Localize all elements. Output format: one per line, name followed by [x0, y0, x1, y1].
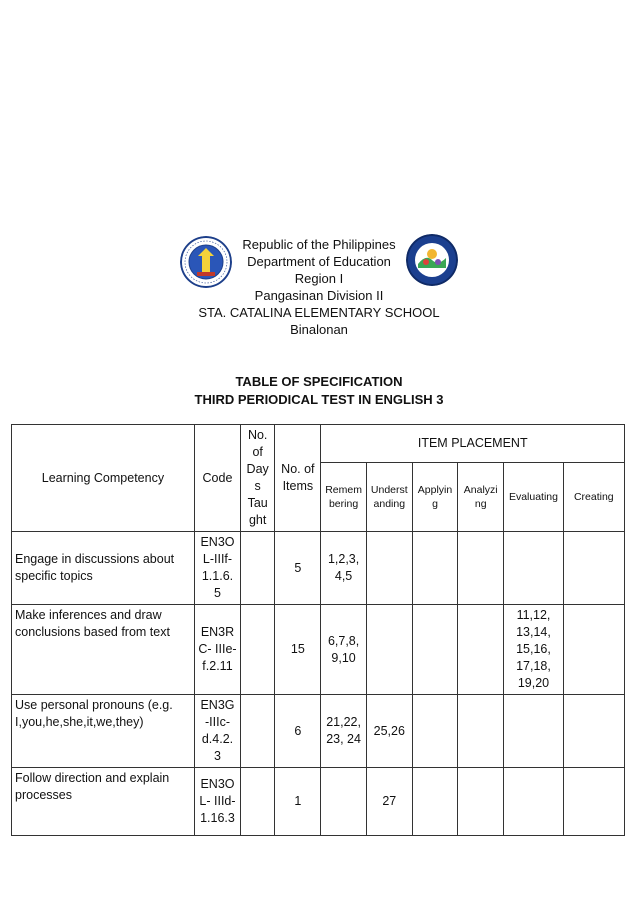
- row-code: EN3G -IIIc- d.4.2. 3: [194, 695, 240, 768]
- row-creating: [563, 695, 624, 768]
- header-understanding: Underst anding: [366, 462, 412, 531]
- row-days: [241, 695, 275, 768]
- row-remembering: 6,7,8, 9,10: [321, 605, 366, 695]
- header-line-school: STA. CATALINA ELEMENTARY SCHOOL: [198, 305, 440, 320]
- row-analyzing: [458, 695, 504, 768]
- row-understanding: [366, 605, 412, 695]
- specification-table: [11, 424, 625, 836]
- row-competency: Engage in discussions about specific topics: [12, 532, 195, 605]
- row-evaluating: [504, 768, 563, 836]
- row-creating: [563, 532, 624, 605]
- row-remembering: [321, 768, 366, 836]
- row-competency: Use personal pronouns (e.g. I,you,he,she,it,we,they): [12, 695, 195, 768]
- row-analyzing: [458, 532, 504, 605]
- row-applying: [412, 605, 457, 695]
- table-row: [12, 768, 625, 836]
- row-items: 6: [275, 695, 321, 768]
- row-creating: [563, 768, 624, 836]
- row-evaluating: [504, 532, 563, 605]
- row-code: EN3R C- IIIe- f.2.11: [194, 605, 240, 695]
- row-evaluating: [504, 695, 563, 768]
- table-row: [12, 695, 625, 768]
- document-title: [0, 373, 638, 409]
- row-items: 1: [275, 768, 321, 836]
- row-understanding: [366, 532, 412, 605]
- row-days: [241, 605, 275, 695]
- header-competency: Learning Competency: [12, 425, 195, 532]
- row-remembering: 21,22, 23, 24: [321, 695, 366, 768]
- header-days-taught: No. of Day s Tau ght: [241, 425, 275, 532]
- header-line-region: Region I: [294, 271, 344, 286]
- row-days: [241, 768, 275, 836]
- row-competency: Follow direction and explain processes: [12, 768, 195, 836]
- header-remembering: Remem bering: [321, 462, 366, 531]
- row-evaluating: 11,12, 13,14, 15,16, 17,18, 19,20: [504, 605, 563, 695]
- row-creating: [563, 605, 624, 695]
- row-competency: Make inferences and draw conclusions based from text: [12, 605, 195, 695]
- row-applying: [412, 695, 457, 768]
- row-applying: [412, 532, 457, 605]
- header-code: Code: [194, 425, 240, 532]
- row-understanding: 25,26: [366, 695, 412, 768]
- row-understanding: 27: [366, 768, 412, 836]
- title-line-2: THIRD PERIODICAL TEST IN ENGLISH 3: [194, 392, 444, 407]
- row-analyzing: [458, 605, 504, 695]
- header-number-of-items: No. of Items: [275, 425, 321, 532]
- table-row: [12, 605, 625, 695]
- header-creating: Creating: [563, 462, 624, 531]
- header-analyzing: Analyzi ng: [458, 462, 504, 531]
- title-line-1: TABLE OF SPECIFICATION: [235, 374, 403, 389]
- header-line-republic: Republic of the Philippines: [242, 237, 396, 252]
- header-line-town: Binalonan: [290, 322, 348, 337]
- row-applying: [412, 768, 457, 836]
- row-days: [241, 532, 275, 605]
- header-item-placement: ITEM PLACEMENT: [321, 425, 625, 463]
- header-line-division: Pangasinan Division II: [254, 288, 384, 303]
- row-code: EN3O L-IIIf- 1.1.6. 5: [194, 532, 240, 605]
- row-items: 15: [275, 605, 321, 695]
- row-code: EN3O L- IIId- 1.16.3: [194, 768, 240, 836]
- header-applying: Applyin g: [412, 462, 457, 531]
- header-evaluating: Evaluating: [504, 462, 563, 531]
- header-line-department: Department of Education: [247, 254, 391, 269]
- row-remembering: 1,2,3, 4,5: [321, 532, 366, 605]
- row-analyzing: [458, 768, 504, 836]
- table-row: [12, 532, 625, 605]
- school-header: [0, 236, 638, 338]
- row-items: 5: [275, 532, 321, 605]
